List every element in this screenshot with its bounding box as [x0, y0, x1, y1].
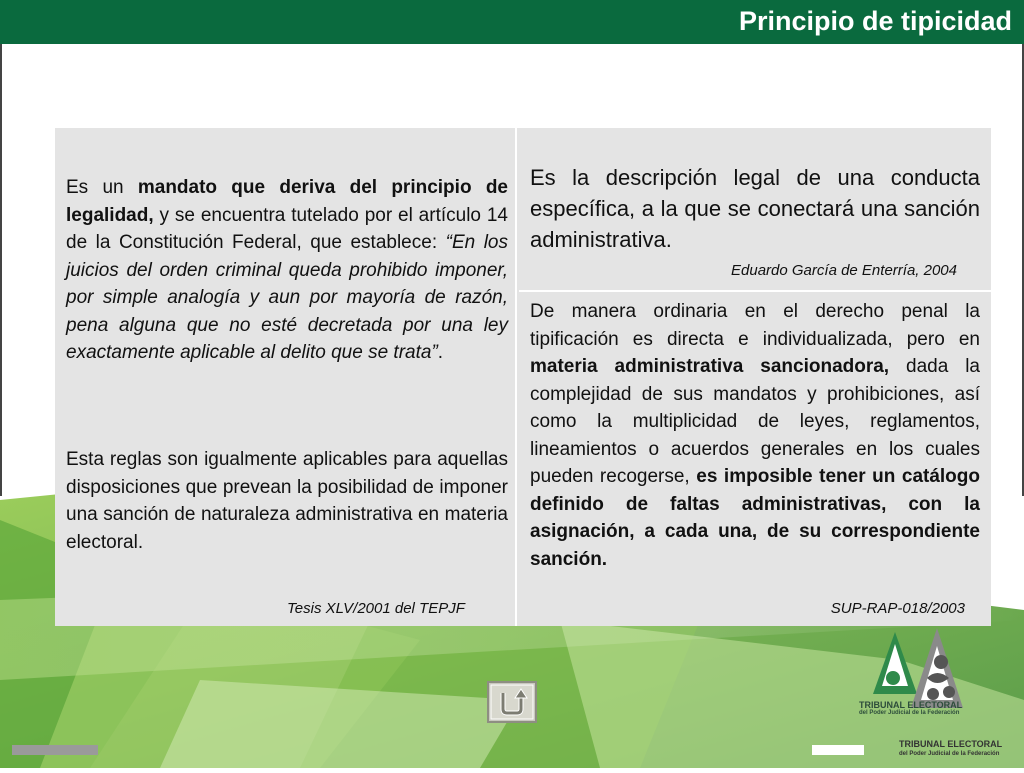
- logo1-title: TRIBUNAL ELECTORAL: [859, 700, 963, 710]
- legal-basis-segment: .: [437, 342, 444, 363]
- citation-tesis: Tesis XLV/2001 del TEPJF: [287, 600, 465, 617]
- citation-sup-rap: SUP-RAP-018/2003: [830, 600, 965, 617]
- page-title: Principio de tipicidad: [738, 6, 1012, 36]
- definition-paragraph: Es la descripción legal de una conducta específica, a la que se conectará una sanción administrativa.: [530, 165, 980, 252]
- logo1-subtitle: del Poder Judicial de la Federación: [859, 710, 960, 716]
- legal-basis-segment: y se encuentra tutelado por el artículo 14 de la Constitución Federal, que establece:: [66, 204, 508, 253]
- typification-paragraph: [530, 298, 980, 573]
- cell-administrative-typification: [519, 294, 991, 626]
- header-bar: [0, 0, 1024, 44]
- content-table: [55, 128, 991, 626]
- tribunal-logos: [855, 628, 1024, 768]
- cell-legal-basis: [55, 128, 517, 626]
- legal-basis-segment: “En los juicios del orden criminal queda prohibido imponer, por simple analogía y aun por mayoría de razón, pena alguna que no esté decretada por una ley exactamente aplicable al delito que se trata”: [66, 232, 508, 363]
- logo2-subtitle: del Poder Judicial de la Federación: [899, 751, 1000, 757]
- frame-border-left: [0, 44, 2, 496]
- citation-author: Eduardo García de Enterría, 2004: [731, 262, 957, 279]
- electoral-scope-paragraph: Esta reglas son igualmente aplicables para aquellas disposiciones que prevean la posibilidad de imponer una sanción de naturaleza administrativa en materia electoral.: [66, 449, 508, 553]
- legal-basis-segment: mandato que deriva del principio de legalidad,: [66, 177, 508, 226]
- cell-definition: [519, 128, 991, 292]
- return-button[interactable]: [487, 681, 537, 723]
- typification-segment: es imposible tener un catálogo definido de faltas administrativas, con la asignación, a cada una, de su correspondiente sanción.: [530, 466, 980, 570]
- legal-basis-paragraph: [66, 174, 508, 367]
- logo2-title: TRIBUNAL ELECTORAL: [899, 739, 1003, 749]
- decorative-bar-left: [12, 745, 98, 755]
- typification-segment: De manera ordinaria en el derecho penal la tipificación es directa e individualizada, pero en: [530, 301, 980, 350]
- legal-basis-segment: Es un: [66, 177, 138, 198]
- typification-segment: dada la complejidad de sus mandatos y prohibiciones, así como la multiplicidad de leyes, reglamentos, lineamientos o acuerdos generales en los cuales pueden recogerse,: [530, 356, 980, 487]
- typification-segment: materia administrativa sancionadora,: [530, 356, 890, 377]
- return-arrow-icon: [489, 683, 535, 721]
